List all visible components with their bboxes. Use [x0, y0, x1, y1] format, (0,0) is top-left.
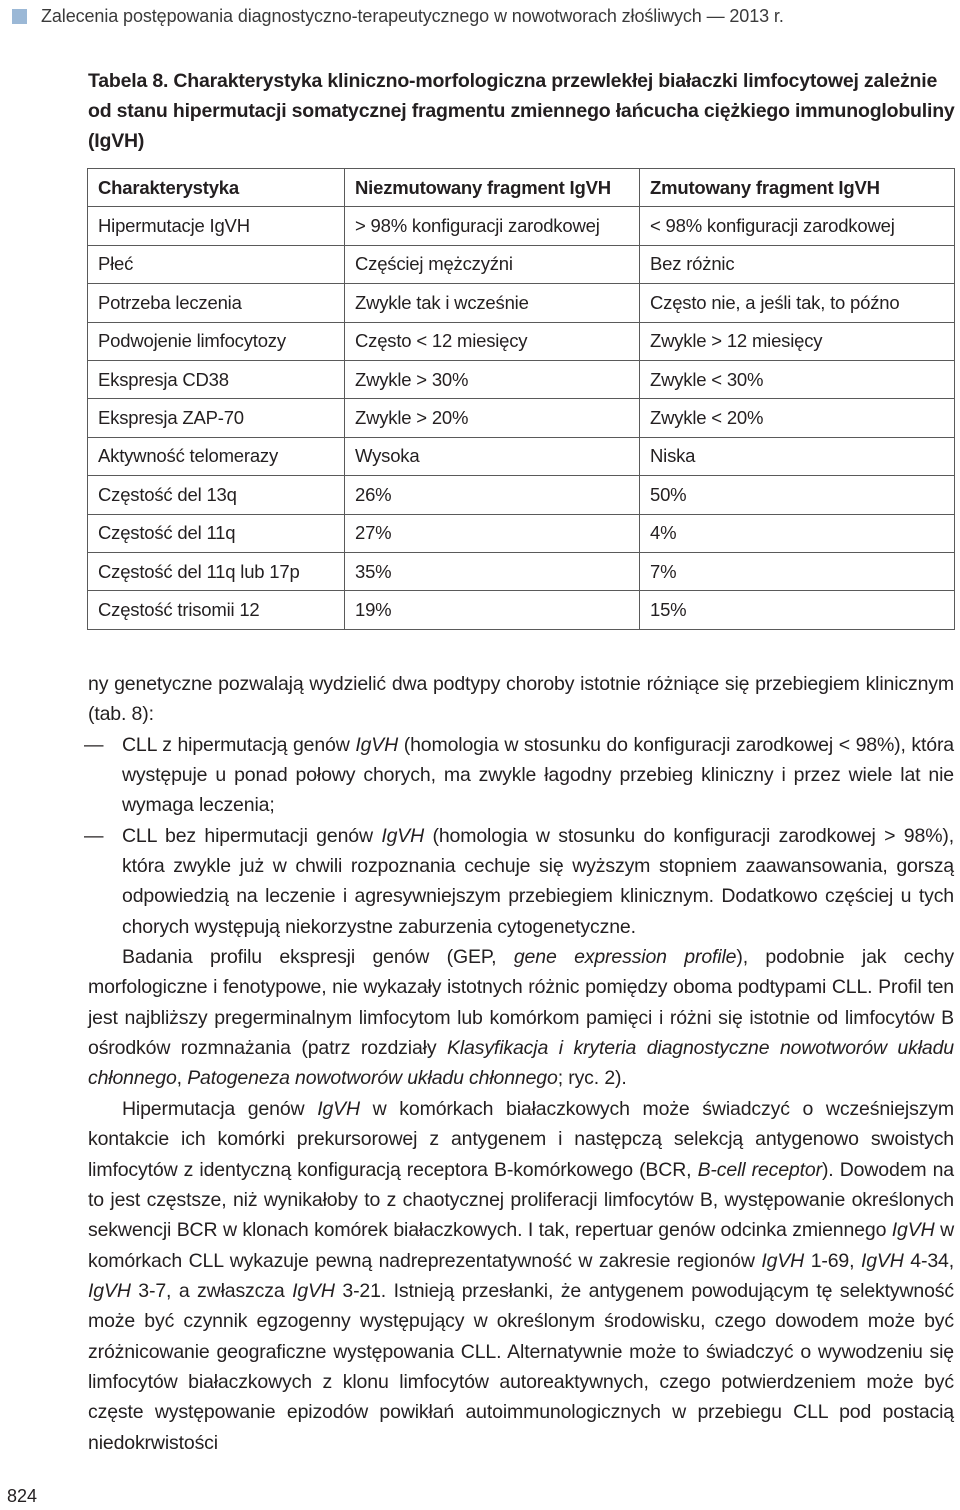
text-span: Hipermutacja genów — [122, 1097, 318, 1120]
italic-term: B-cell receptor — [697, 1158, 822, 1181]
paragraph — [88, 942, 954, 1094]
column-header: Zmutowany fragment IgVH — [640, 169, 955, 207]
table-cell: Bez różnic — [640, 245, 955, 283]
text-span: ny genetyczne pozwalają wydzielić dwa podtypy choroby istotnie różniące się przebiegiem klinicznym (tab. 8): — [88, 673, 954, 726]
text-span: Badania profilu ekspresji genów (GEP, — [122, 946, 514, 969]
table-cell: 4% — [640, 514, 955, 552]
text-span: CLL bez hipermutacji genów — [122, 824, 382, 847]
text-span: 3-7, a zwłaszcza — [130, 1279, 293, 1302]
column-header: Charakterystyka — [88, 169, 345, 207]
gene-name: IgVH — [381, 824, 425, 847]
table-row — [88, 437, 955, 475]
table-cell: Częstość del 11q — [88, 514, 345, 552]
table-cell: > 98% konfiguracji zarodkowej — [345, 207, 640, 245]
dash-marker: — — [84, 733, 104, 756]
table-cell: Ekspresja ZAP-70 — [88, 399, 345, 437]
table-cell: Aktywność telomerazy — [88, 437, 345, 475]
gene-name: IgVH — [761, 1249, 805, 1272]
italic-term: gene expression profile — [513, 946, 737, 969]
data-table — [87, 168, 955, 630]
text-span: (homologia w stosunku do konfiguracji zarodkowej > 98%), która zwykle już w chwili rozpoznania cechuje się wyższym stopniem zaawansowania, gorszą odpowiedzią na leczenie i agresywniejszym przebiegiem klinicznym. Dodatkowo częściej u tych chorych występują niekorzystne zaburzenia cytogenetyczne. — [122, 824, 955, 938]
table-cell: Zwykle > 12 miesięcy — [640, 322, 955, 360]
table-cell: Zwykle < 30% — [640, 360, 955, 398]
gene-name: IgVH — [860, 1249, 904, 1272]
column-header: Niezmutowany fragment IgVH — [345, 169, 640, 207]
table-cell: Zwykle > 20% — [345, 399, 640, 437]
table-cell: Wysoka — [345, 437, 640, 475]
gene-name: IgVH — [355, 733, 399, 756]
table-row — [88, 591, 955, 629]
table-cell: Częściej mężczyźni — [345, 245, 640, 283]
gene-name: IgVH — [292, 1279, 335, 1302]
table-cell: Zwykle < 20% — [640, 399, 955, 437]
header-square-icon — [12, 9, 27, 24]
table-row — [88, 399, 955, 437]
text-span: w komórkach CLL wykazuje pewną nadreprezentatywność w zakresie regionów — [88, 1219, 954, 1272]
dash-list-item — [84, 821, 955, 942]
table-row — [88, 360, 955, 398]
table-cell: Potrzeba leczenia — [88, 284, 345, 322]
gene-name: IgVH — [317, 1097, 360, 1120]
table-cell: 15% — [640, 591, 955, 629]
gene-name: IgVH — [891, 1219, 935, 1242]
table-cell: Hipermutacje IgVH — [88, 207, 345, 245]
table-cell: Ekspresja CD38 — [88, 360, 345, 398]
table-cell: Podwojenie limfocytozy — [88, 322, 345, 360]
text-span: w komórkach białaczkowych może świadczyć o wcześniejszym kontakcie ich komórki prekursorowej z antygenem i następczą selekcją antygenowo swoistych limfocytów z identyczną konfiguracją receptora B-komórkowego (BCR, — [88, 1097, 954, 1181]
table-cell: Zwykle > 30% — [345, 360, 640, 398]
text-span: 4-34, — [903, 1249, 954, 1272]
text-span: , — [176, 1067, 188, 1090]
gene-name: IgVH — [88, 1279, 131, 1302]
table-cell: Często nie, a jeśli tak, to późno — [640, 284, 955, 322]
table-cell: Częstość trisomii 12 — [88, 591, 345, 629]
chapter-reference: Patogeneza nowotworów układu chłonnego — [187, 1067, 558, 1090]
table-row — [88, 514, 955, 552]
table-cell: 26% — [345, 476, 640, 514]
table-cell: Płeć — [88, 245, 345, 283]
table-cell: < 98% konfiguracji zarodkowej — [640, 207, 955, 245]
text-span: ; ryc. 2). — [557, 1067, 627, 1090]
table-row — [88, 552, 955, 590]
table-cell: Częstość del 13q — [88, 476, 345, 514]
table-cell: 27% — [345, 514, 640, 552]
running-title: Zalecenia postępowania diagnostyczno-terapeutycznego w nowotworach złośliwych — 2013 r. — [41, 5, 784, 26]
table-cell: Zwykle tak i wcześnie — [345, 284, 640, 322]
text-span: ). Dowodem na to jest częstsze, niż wynikałoby to z chaotycznej proliferacji limfocytów B, występowanie określonych sekwencji BCR w klonach komórek białaczkowych. I tak, repertuar genów odcinka zmiennego — [88, 1158, 954, 1242]
table-cell: Niska — [640, 437, 955, 475]
dash-marker: — — [84, 824, 104, 847]
running-header — [12, 4, 784, 28]
body-text — [84, 669, 955, 1458]
page-number: 824 — [7, 1486, 38, 1506]
text-span: ), podobnie jak cechy morfologiczne i fenotypowe, nie wykazały istotnych różnic pomiędzy oboma podtypami CLL. Profil ten jest najbliższy pregerminalnym limfocytom lub komórkom pamięci i różni się istotnie od limfocytów B ośrodków rozmnażania (patrz rozdziały — [88, 946, 954, 1060]
table-row — [88, 476, 955, 514]
text-span: 1-69, — [804, 1249, 861, 1272]
table-cell: 19% — [345, 591, 640, 629]
text-span: (homologia w stosunku do konfiguracji zarodkowej < 98%), która występuje u ponad połowy chorych, ma zwykle łagodny przebieg kliniczny i przez wiele lat nie wymaga leczenia; — [122, 733, 955, 817]
text-span: 3-21. Istnieją przesłanki, że antygenem powodującym tę selektywność może być czynnik egzogenny występujący w określonym środowisku, czego dowodem może być zróżnicowanie geograficzne występowania CLL. Alternatywnie może to świadczyć o wywodzeniu się limfocytów białaczkowych z klonu limfocytów autoreaktywnych, czego potwierdzeniem może być częste występowanie epizodów powikłań autoimmunologicznych w przebiegu CLL pod postacią niedokrwistości — [88, 1279, 955, 1454]
table-cell: 35% — [345, 552, 640, 590]
chapter-reference: Klasyfikacja i kryteria diagnostyczne nowotworów układu chłonnego — [88, 1037, 954, 1090]
table-row — [88, 322, 955, 360]
table-row — [88, 245, 955, 283]
text-span: CLL z hipermutacją genów — [122, 733, 356, 756]
table-row — [88, 284, 955, 322]
table-row — [88, 207, 955, 245]
paragraph — [88, 1094, 954, 1458]
table-header-row — [88, 169, 955, 207]
paragraph — [88, 669, 954, 730]
table-cell: Często < 12 miesięcy — [345, 322, 640, 360]
table-cell: 7% — [640, 552, 955, 590]
table-caption: Tabela 8. Charakterystyka kliniczno-morfologiczna przewlekłej białaczki limfocytowej zależnie od stanu hipermutacji somatycznej fragmentu zmiennego łańcucha ciężkiego immunoglobuliny (IgVH) — [88, 70, 955, 152]
table-cell: 50% — [640, 476, 955, 514]
table-cell: Częstość del 11q lub 17p — [88, 552, 345, 590]
dash-list-item — [84, 730, 955, 821]
